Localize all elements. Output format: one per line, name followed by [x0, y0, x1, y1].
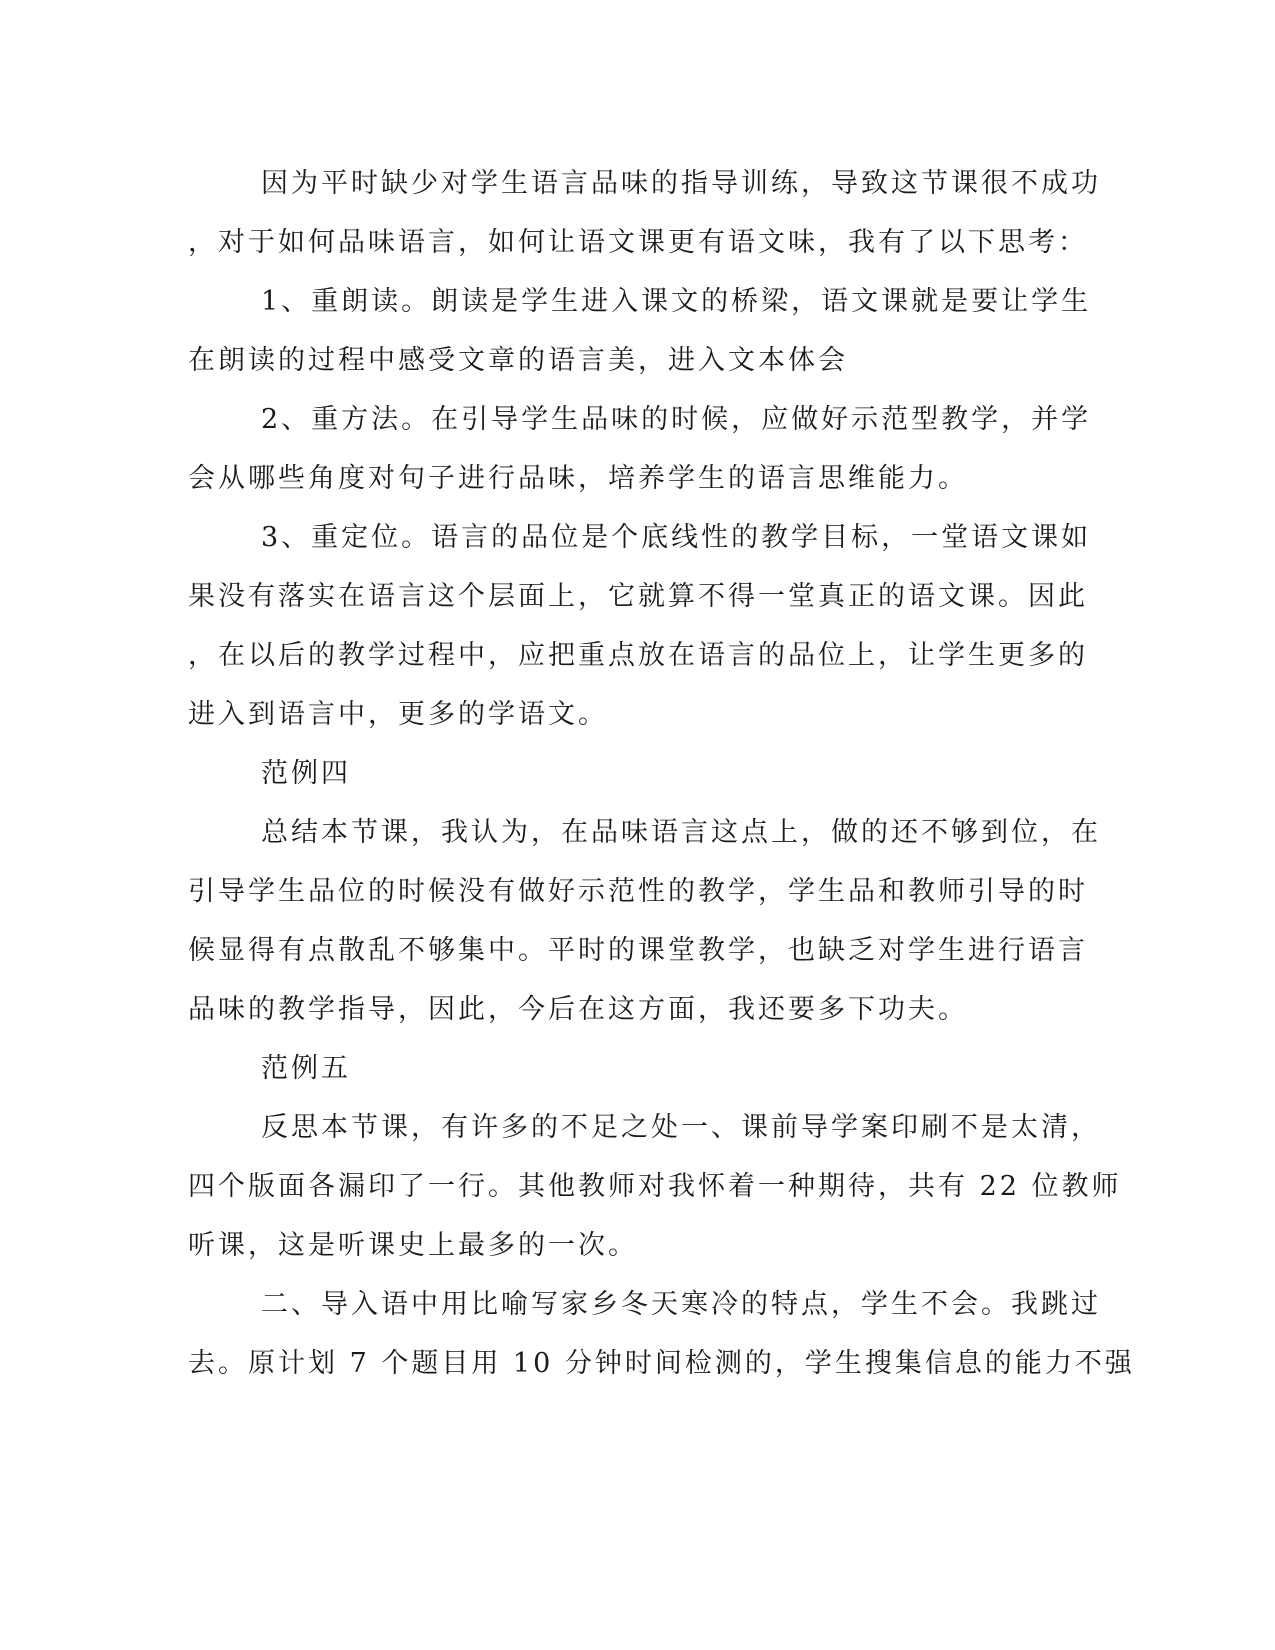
- text-line: 品味的教学指导，因此，今后在这方面，我还要多下功夫。: [188, 994, 968, 1025]
- text-line: 四个版面各漏印了一行。其他教师对我怀着一种期待，共有 22 位教师: [188, 1171, 1122, 1202]
- text-line: 二、导入语中用比喻写家乡冬天寒冷的特点，学生不会。我跳过: [261, 1289, 1101, 1320]
- text-line: 果没有落实在语言这个层面上，它就算不得一堂真正的语文课。因此: [188, 581, 1088, 612]
- text-line: ，在以后的教学过程中，应把重点放在语言的品位上，让学生更多的: [188, 640, 1088, 671]
- section-heading: 范例四: [261, 758, 351, 789]
- text-line: 反思本节课，有许多的不足之处一、课前导学案印刷不是太清，: [261, 1112, 1101, 1143]
- text-line: 引导学生品位的时候没有做好示范性的教学，学生品和教师引导的时: [188, 876, 1088, 907]
- text-line: 因为平时缺少对学生语言品味的指导训练，导致这节课很不成功: [261, 168, 1101, 199]
- text-line: 听课，这是听课史上最多的一次。: [188, 1230, 638, 1261]
- text-line: 3、重定位。语言的品位是个底线性的教学目标，一堂语文课如: [261, 522, 1092, 553]
- section-heading: 范例五: [261, 1053, 351, 1084]
- text-line: 进入到语言中，更多的学语文。: [188, 699, 608, 730]
- text-line: 会从哪些角度对句子进行品味，培养学生的语言思维能力。: [188, 463, 968, 494]
- text-line: 1、重朗读。朗读是学生进入课文的桥梁，语文课就是要让学生: [261, 286, 1092, 317]
- text-line: ，对于如何品味语言，如何让语文课更有语文味，我有了以下思考：: [188, 227, 1088, 258]
- text-line: 去。原计划 7 个题目用 10 分钟时间检测的，学生搜集信息的能力不强: [188, 1348, 1135, 1379]
- text-line: 总结本节课，我认为，在品味语言这点上，做的还不够到位，在: [261, 817, 1101, 848]
- text-line: 在朗读的过程中感受文章的语言美，进入文本体会: [188, 345, 848, 376]
- text-line: 2、重方法。在引导学生品味的时候，应做好示范型教学，并学: [261, 404, 1092, 435]
- text-line: 候显得有点散乱不够集中。平时的课堂教学，也缺乏对学生进行语言: [188, 935, 1088, 966]
